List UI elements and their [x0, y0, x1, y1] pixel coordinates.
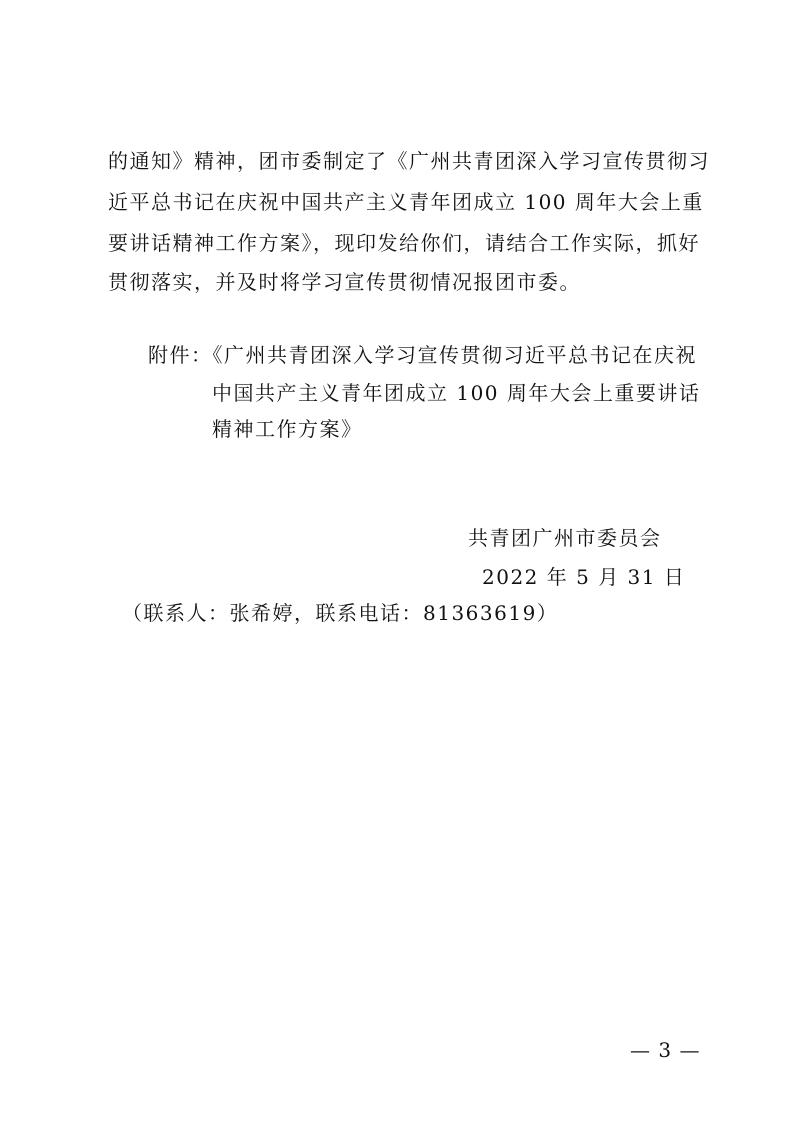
body-line-1: 的通知》精神，团市委制定了《广州共青团深入学习宣传贯彻习: [108, 149, 710, 173]
page-number: — 3 —: [630, 1038, 701, 1062]
signature-org: 共青团广州市委员会: [468, 526, 662, 550]
body-line-3: 要讲话精神工作方案》，现印发给你们，请结合工作实际，抓好: [108, 231, 700, 255]
attachment-line-1: 附件：《广州共青团深入学习宣传贯彻习近平总书记在庆祝: [148, 343, 697, 367]
attachment-line-3: 精神工作方案》: [212, 417, 363, 441]
signature-date: 2022 年 5 月 31 日: [482, 565, 686, 589]
contact-info: （联系人：张希婷，联系电话：81363619）: [122, 601, 559, 625]
attachment-line-2: 中国共产主义青年团成立 100 周年大会上重要讲话: [212, 381, 701, 405]
body-line-4: 贯彻落实，并及时将学习宣传贯彻情况报团市委。: [108, 270, 581, 294]
body-line-2: 近平总书记在庆祝中国共产主义青年团成立 100 周年大会上重: [108, 190, 704, 214]
